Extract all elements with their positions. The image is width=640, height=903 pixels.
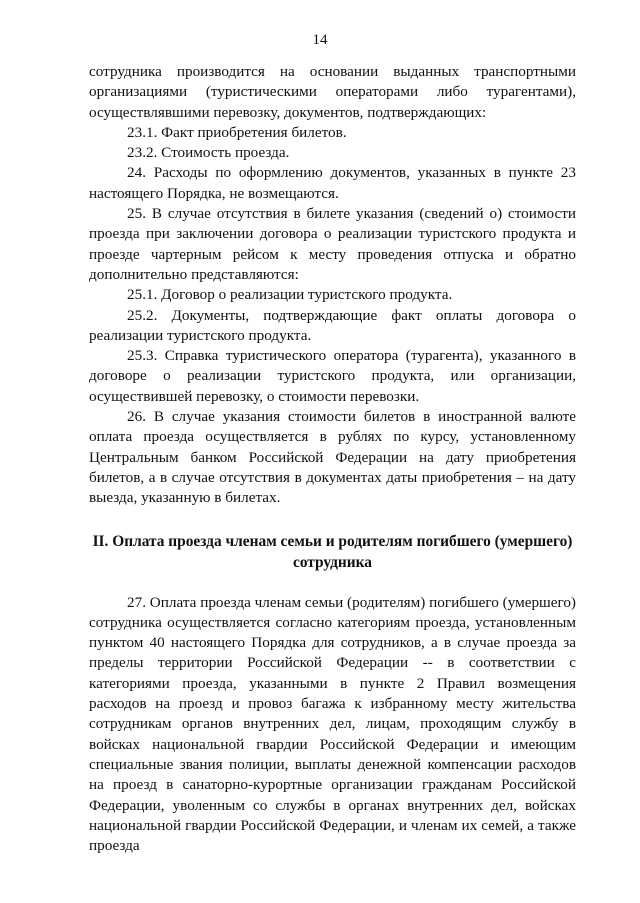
section-heading: II. Оплата проезда членам семьи и родителям погибшего (умершего) сотрудника	[92, 532, 573, 571]
heading-spacer	[89, 573, 576, 593]
paragraph-27: 27. Оплата проезда членам семьи (родителям) погибшего (умершего) сотрудника осуществляется согласно категориям проезда, установленным пунктом 40 настоящего Порядка для сотрудников, а в случае проезда за пределы территории Российской Федерации -- в соответствии с категориями проезда, указанными в пункте 2 Правил возмещения расходов на проезд и провоз багажа к избранному месту жительства сотрудникам органов внутренних дел, лицам, проходящим службу в войсках национальной гвардии Российской Федерации и имеющим специальные звания полиции, выплаты денежной компенсации расходов на проезд в санаторно-курортные организации гражданам Российской Федерации, уволенным со службы в органах внутренних дел, войсках национальной гвардии Российской Федерации, и членам их семей, а также проезда	[89, 593, 576, 855]
paragraph-25-2: 25.2. Документы, подтверждающие факт оплаты договора о реализации туристского продукта.	[89, 306, 576, 344]
paragraph-23-1: 23.1. Факт приобретения билетов.	[127, 123, 347, 141]
paragraph-24: 24. Расходы по оформлению документов, указанных в пункте 23 настоящего Порядка, не возмещаются.	[89, 164, 576, 202]
paragraph-25-1: 25.1. Договор о реализации туристского продукта.	[127, 286, 453, 304]
paragraph-continuation: сотрудника производится на основании выданных транспортными организациями (туристическими операторами либо турагентами), осуществлявшими перевозку, документов, подтверждающих:	[89, 63, 576, 121]
paragraph-26: 26. В случае указания стоимости билетов в иностранной валюте оплата проезда осуществляется в рублях по курсу, установленному Центральным банком Российской Федерации на дату приобретения билетов, а в случае отсутствия в документах даты приобретения – на дату выезда, указанную в билетах.	[89, 408, 576, 507]
paragraph-25-3: 25.3. Справка туристического оператора (турагента), указанного в договоре о реализации туристского продукта, или организации, осуществившей перевозку, о стоимости перевозки.	[89, 347, 576, 405]
paragraph-23-2: 23.2. Стоимость проезда.	[127, 144, 290, 162]
paragraph-25: 25. В случае отсутствия в билете указания (сведений о) стоимости проезда при заключении договора о реализации туристского продукта и проезде чартерным рейсом к месту проведения отпуска и обратно дополнительно представляются:	[89, 205, 576, 283]
page-number: 14	[312, 32, 328, 48]
document-body	[89, 62, 576, 856]
